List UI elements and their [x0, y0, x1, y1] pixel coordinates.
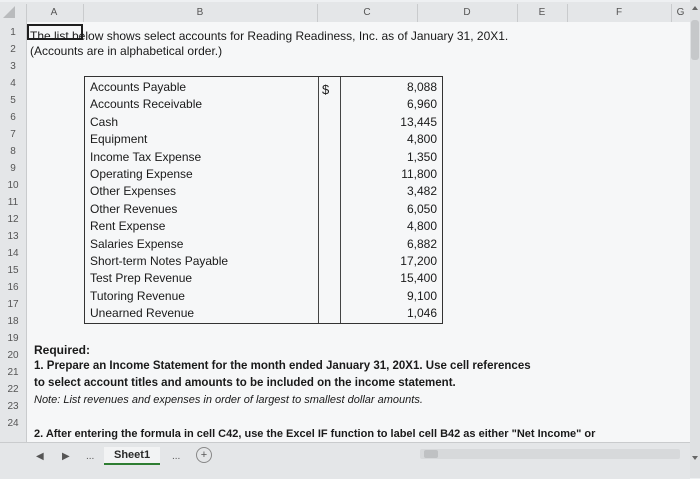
- required-heading[interactable]: Required:: [34, 343, 91, 357]
- account-name[interactable]: Other Revenues: [90, 201, 178, 216]
- row-header-13[interactable]: 13: [7, 231, 19, 242]
- account-amount[interactable]: 4,800: [406, 132, 437, 147]
- row-header-14[interactable]: 14: [7, 248, 19, 259]
- account-amount[interactable]: 15,400: [400, 271, 437, 286]
- column-header-e[interactable]: E: [538, 7, 546, 18]
- account-amount[interactable]: 6,882: [406, 236, 437, 251]
- column-header-g[interactable]: G: [676, 7, 685, 18]
- more-sheets-after-button[interactable]: ...: [172, 451, 181, 462]
- account-name[interactable]: Tutoring Revenue: [90, 288, 185, 303]
- column-header-f[interactable]: F: [615, 7, 623, 18]
- account-name[interactable]: Other Expenses: [90, 184, 177, 199]
- account-amount[interactable]: 13,445: [400, 114, 437, 129]
- row-header-1[interactable]: 1: [10, 27, 16, 38]
- account-name[interactable]: Rent Expense: [90, 219, 166, 234]
- account-name[interactable]: Operating Expense: [90, 167, 193, 181]
- row-header-15[interactable]: 15: [7, 265, 19, 276]
- row-header-24[interactable]: 24: [7, 418, 19, 429]
- row-header-3[interactable]: 3: [10, 61, 16, 72]
- account-amount[interactable]: 1,046: [406, 306, 437, 321]
- table-column-divider: [318, 77, 319, 323]
- account-name[interactable]: Test Prep Revenue: [90, 271, 193, 286]
- row-header-17[interactable]: 17: [7, 299, 19, 310]
- horizontal-scrollbar[interactable]: [420, 449, 680, 459]
- row-header-16[interactable]: 16: [7, 282, 19, 293]
- account-amount[interactable]: 1,350: [406, 149, 437, 164]
- account-name[interactable]: Accounts Payable: [90, 80, 187, 94]
- account-name[interactable]: Unearned Revenue: [90, 306, 195, 321]
- account-name[interactable]: Cash: [90, 114, 119, 129]
- account-name[interactable]: Salaries Expense: [90, 236, 184, 251]
- prev-sheet-button[interactable]: ◀: [36, 451, 44, 462]
- more-sheets-button[interactable]: ...: [86, 451, 95, 462]
- row-header-23[interactable]: 23: [7, 401, 19, 412]
- row-header-5[interactable]: 5: [10, 95, 16, 106]
- account-amount[interactable]: 4,800: [406, 219, 437, 234]
- row-header-20[interactable]: 20: [7, 350, 19, 361]
- scroll-up-icon[interactable]: [692, 6, 698, 10]
- row-header-9[interactable]: 9: [10, 163, 16, 174]
- column-header-bar: [0, 2, 690, 23]
- row-header-18[interactable]: 18: [7, 316, 19, 327]
- active-cell-indicator: [27, 24, 83, 40]
- row-header-21[interactable]: 21: [7, 367, 19, 378]
- row-header-7[interactable]: 7: [10, 129, 16, 140]
- column-header-c[interactable]: C: [363, 7, 371, 18]
- column-header-b[interactable]: B: [196, 7, 204, 18]
- required-item-2[interactable]: 2. After entering the formula in cell C42, use the Excel IF function to label cell B42 as either "Net Income" or: [34, 428, 596, 440]
- next-sheet-button[interactable]: ▶: [62, 451, 70, 462]
- account-amount[interactable]: 8,088: [406, 80, 437, 94]
- account-amount[interactable]: 6,960: [406, 97, 437, 112]
- vertical-scroll-thumb[interactable]: [691, 20, 699, 60]
- select-all-corner[interactable]: [3, 6, 15, 18]
- account-name[interactable]: Income Tax Expense: [90, 149, 202, 164]
- intro-line-1[interactable]: The list below shows select accounts for Reading Readiness, Inc. as of January 31, 20X1.: [30, 29, 509, 43]
- row-header-8[interactable]: 8: [10, 146, 16, 157]
- row-header-11[interactable]: 11: [7, 197, 19, 208]
- row-header-4[interactable]: 4: [10, 78, 16, 89]
- account-amount[interactable]: 17,200: [400, 254, 437, 268]
- account-name[interactable]: Accounts Receivable: [90, 97, 203, 112]
- add-sheet-icon[interactable]: +: [196, 447, 212, 463]
- accounts-table: [84, 76, 443, 324]
- horizontal-scroll-thumb[interactable]: [424, 450, 438, 458]
- required-note[interactable]: Note: List revenues and expenses in order of largest to smallest dollar amounts.: [34, 394, 423, 406]
- intro-line-2[interactable]: (Accounts are in alphabetical order.): [30, 44, 223, 58]
- currency-symbol: $: [322, 82, 330, 97]
- column-header-d[interactable]: D: [463, 7, 471, 18]
- account-amount[interactable]: 6,050: [406, 201, 437, 216]
- row-header-10[interactable]: 10: [7, 180, 19, 191]
- row-header-2[interactable]: 2: [10, 44, 16, 55]
- scroll-down-icon[interactable]: [692, 456, 698, 460]
- vertical-scrollbar[interactable]: [690, 0, 700, 478]
- account-amount[interactable]: 9,100: [406, 288, 437, 303]
- column-header-a[interactable]: A: [50, 7, 58, 18]
- account-amount[interactable]: 3,482: [406, 184, 437, 199]
- row-header-19[interactable]: 19: [7, 333, 19, 344]
- row-header-22[interactable]: 22: [7, 384, 19, 395]
- required-item-1-line-1[interactable]: 1. Prepare an Income Statement for the month ended January 31, 20X1. Use cell references: [34, 360, 531, 372]
- sheet-tab-sheet1[interactable]: Sheet1: [104, 447, 160, 465]
- row-header-12[interactable]: 12: [7, 214, 19, 225]
- account-amount[interactable]: 11,800: [401, 167, 437, 181]
- sheet-tab-bar: [0, 442, 690, 479]
- account-name[interactable]: Short-term Notes Payable: [90, 254, 229, 268]
- row-header-6[interactable]: 6: [10, 112, 16, 123]
- table-column-divider: [340, 77, 341, 323]
- required-item-1-line-2[interactable]: to select account titles and amounts to be included on the income statement.: [34, 377, 456, 389]
- account-name[interactable]: Equipment: [90, 132, 148, 147]
